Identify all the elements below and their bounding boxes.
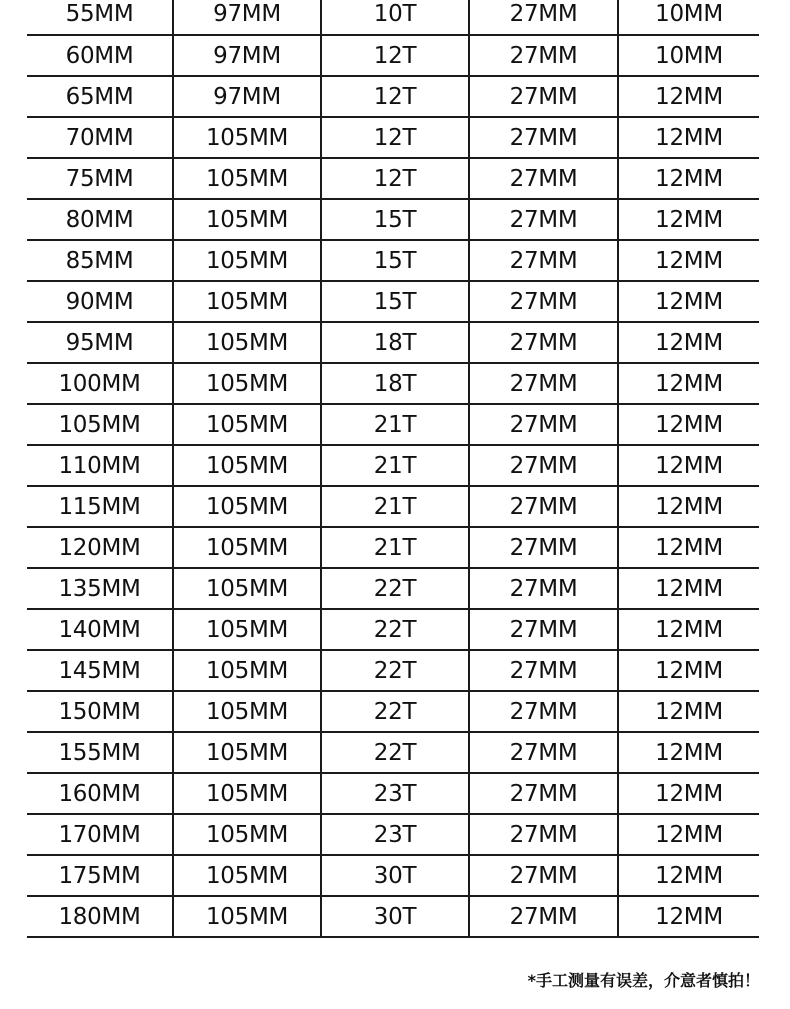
table-cell: 12MM bbox=[618, 527, 759, 568]
table-row bbox=[27, 199, 759, 240]
table-cell: 27MM bbox=[469, 281, 618, 322]
table-cell: 70MM bbox=[27, 117, 173, 158]
table-cell: 27MM bbox=[469, 896, 618, 937]
table-cell: 27MM bbox=[469, 363, 618, 404]
table-row bbox=[27, 609, 759, 650]
table-row bbox=[27, 691, 759, 732]
table-cell: 10MM bbox=[618, 35, 759, 76]
table-cell: 10T bbox=[321, 0, 469, 35]
table-cell: 12T bbox=[321, 35, 469, 76]
table-row bbox=[27, 240, 759, 281]
table-cell: 10MM bbox=[618, 0, 759, 35]
spec-table-body bbox=[27, 0, 759, 937]
table-row bbox=[27, 773, 759, 814]
table-cell: 12MM bbox=[618, 650, 759, 691]
table-cell: 105MM bbox=[173, 117, 321, 158]
table-cell: 135MM bbox=[27, 568, 173, 609]
table-cell: 27MM bbox=[469, 0, 618, 35]
table-cell: 75MM bbox=[27, 158, 173, 199]
table-cell: 21T bbox=[321, 404, 469, 445]
table-cell: 27MM bbox=[469, 732, 618, 773]
table-cell: 27MM bbox=[469, 527, 618, 568]
table-cell: 27MM bbox=[469, 609, 618, 650]
table-cell: 65MM bbox=[27, 76, 173, 117]
table-row bbox=[27, 650, 759, 691]
table-cell: 27MM bbox=[469, 404, 618, 445]
table-cell: 105MM bbox=[173, 404, 321, 445]
table-cell: 21T bbox=[321, 445, 469, 486]
table-cell: 12MM bbox=[618, 240, 759, 281]
table-cell: 105MM bbox=[173, 281, 321, 322]
table-cell: 115MM bbox=[27, 486, 173, 527]
table-cell: 12MM bbox=[618, 855, 759, 896]
table-cell: 21T bbox=[321, 486, 469, 527]
table-cell: 15T bbox=[321, 199, 469, 240]
table-cell: 27MM bbox=[469, 158, 618, 199]
table-cell: 105MM bbox=[173, 486, 321, 527]
table-cell: 95MM bbox=[27, 322, 173, 363]
table-cell: 12MM bbox=[618, 404, 759, 445]
table-row bbox=[27, 814, 759, 855]
table-cell: 105MM bbox=[173, 855, 321, 896]
table-cell: 120MM bbox=[27, 527, 173, 568]
table-cell: 18T bbox=[321, 322, 469, 363]
table-row bbox=[27, 568, 759, 609]
table-cell: 105MM bbox=[27, 404, 173, 445]
table-cell: 12T bbox=[321, 158, 469, 199]
table-cell: 12MM bbox=[618, 76, 759, 117]
table-cell: 30T bbox=[321, 896, 469, 937]
table-cell: 105MM bbox=[173, 691, 321, 732]
table-cell: 22T bbox=[321, 568, 469, 609]
table-cell: 12MM bbox=[618, 568, 759, 609]
table-cell: 180MM bbox=[27, 896, 173, 937]
table-cell: 27MM bbox=[469, 322, 618, 363]
table-row bbox=[27, 363, 759, 404]
table-cell: 105MM bbox=[173, 363, 321, 404]
table-cell: 22T bbox=[321, 609, 469, 650]
table-cell: 22T bbox=[321, 732, 469, 773]
table-cell: 12MM bbox=[618, 158, 759, 199]
table-cell: 12T bbox=[321, 117, 469, 158]
table-cell: 105MM bbox=[173, 158, 321, 199]
table-cell: 27MM bbox=[469, 240, 618, 281]
table-cell: 12MM bbox=[618, 445, 759, 486]
table-row bbox=[27, 445, 759, 486]
table-cell: 90MM bbox=[27, 281, 173, 322]
table-cell: 105MM bbox=[173, 650, 321, 691]
table-cell: 27MM bbox=[469, 445, 618, 486]
table-cell: 12MM bbox=[618, 363, 759, 404]
table-row bbox=[27, 732, 759, 773]
table-cell: 22T bbox=[321, 691, 469, 732]
table-cell: 27MM bbox=[469, 650, 618, 691]
table-cell: 110MM bbox=[27, 445, 173, 486]
table-cell: 22T bbox=[321, 650, 469, 691]
table-cell: 150MM bbox=[27, 691, 173, 732]
table-cell: 12MM bbox=[618, 691, 759, 732]
table-cell: 30T bbox=[321, 855, 469, 896]
table-cell: 27MM bbox=[469, 199, 618, 240]
table-cell: 175MM bbox=[27, 855, 173, 896]
table-cell: 21T bbox=[321, 527, 469, 568]
table-cell: 60MM bbox=[27, 35, 173, 76]
table-row bbox=[27, 527, 759, 568]
table-cell: 27MM bbox=[469, 486, 618, 527]
table-cell: 55MM bbox=[27, 0, 173, 35]
table-cell: 12MM bbox=[618, 486, 759, 527]
table-cell: 105MM bbox=[173, 732, 321, 773]
table-cell: 12MM bbox=[618, 281, 759, 322]
table-row bbox=[27, 158, 759, 199]
table-cell: 105MM bbox=[173, 240, 321, 281]
table-cell: 97MM bbox=[173, 76, 321, 117]
table-cell: 105MM bbox=[173, 773, 321, 814]
table-cell: 23T bbox=[321, 773, 469, 814]
table-cell: 12T bbox=[321, 76, 469, 117]
table-cell: 80MM bbox=[27, 199, 173, 240]
table-cell: 105MM bbox=[173, 527, 321, 568]
table-cell: 27MM bbox=[469, 773, 618, 814]
table-cell: 15T bbox=[321, 281, 469, 322]
table-cell: 97MM bbox=[173, 35, 321, 76]
table-cell: 155MM bbox=[27, 732, 173, 773]
table-row bbox=[27, 281, 759, 322]
table-cell: 105MM bbox=[173, 445, 321, 486]
table-cell: 27MM bbox=[469, 855, 618, 896]
table-cell: 105MM bbox=[173, 814, 321, 855]
table-cell: 160MM bbox=[27, 773, 173, 814]
table-cell: 105MM bbox=[173, 896, 321, 937]
table-cell: 12MM bbox=[618, 117, 759, 158]
measurement-disclaimer: *手工测量有误差，介意者慎拍！ bbox=[527, 971, 760, 990]
table-cell: 105MM bbox=[173, 322, 321, 363]
table-row bbox=[27, 404, 759, 445]
table-cell: 12MM bbox=[618, 609, 759, 650]
spec-table bbox=[27, 0, 759, 938]
table-row bbox=[27, 896, 759, 937]
table-cell: 12MM bbox=[618, 732, 759, 773]
table-cell: 12MM bbox=[618, 896, 759, 937]
table-cell: 27MM bbox=[469, 35, 618, 76]
table-cell: 27MM bbox=[469, 691, 618, 732]
table-cell: 15T bbox=[321, 240, 469, 281]
table-row bbox=[27, 35, 759, 76]
table-cell: 12MM bbox=[618, 322, 759, 363]
table-cell: 27MM bbox=[469, 76, 618, 117]
table-row bbox=[27, 486, 759, 527]
table-cell: 12MM bbox=[618, 773, 759, 814]
table-cell: 27MM bbox=[469, 814, 618, 855]
table-cell: 27MM bbox=[469, 568, 618, 609]
table-cell: 170MM bbox=[27, 814, 173, 855]
table-cell: 12MM bbox=[618, 814, 759, 855]
table-row bbox=[27, 117, 759, 158]
table-row bbox=[27, 0, 759, 35]
table-cell: 85MM bbox=[27, 240, 173, 281]
table-cell: 105MM bbox=[173, 199, 321, 240]
table-cell: 27MM bbox=[469, 117, 618, 158]
table-cell: 97MM bbox=[173, 0, 321, 35]
table-cell: 18T bbox=[321, 363, 469, 404]
table-cell: 12MM bbox=[618, 199, 759, 240]
table-cell: 105MM bbox=[173, 609, 321, 650]
table-cell: 145MM bbox=[27, 650, 173, 691]
table-cell: 140MM bbox=[27, 609, 173, 650]
table-cell: 100MM bbox=[27, 363, 173, 404]
table-row bbox=[27, 76, 759, 117]
table-cell: 105MM bbox=[173, 568, 321, 609]
table-row bbox=[27, 855, 759, 896]
table-cell: 23T bbox=[321, 814, 469, 855]
table-row bbox=[27, 322, 759, 363]
